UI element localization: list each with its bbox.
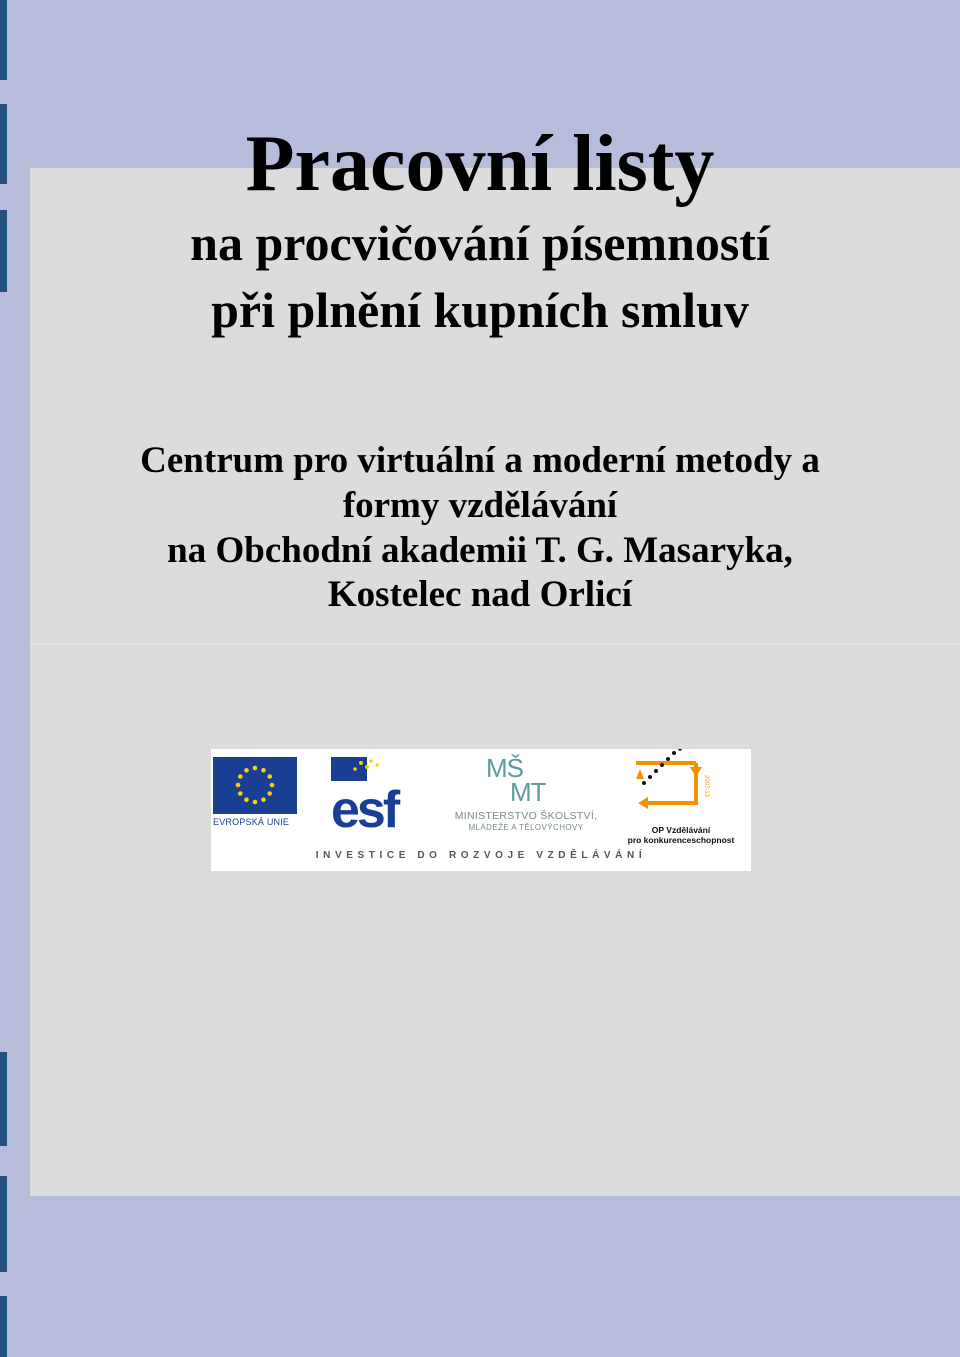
edge-mark: [0, 0, 7, 80]
svg-text:MT: MT: [510, 777, 546, 805]
edge-mark: [0, 1176, 7, 1272]
institution-line-2: formy vzdělávání: [342, 485, 618, 526]
investment-slogan: INVESTICE DO ROZVOJE VZDĚLÁVÁNÍ: [315, 850, 647, 861]
svg-text:MŠ: MŠ: [486, 753, 523, 783]
edge-mark: [0, 1052, 7, 1146]
panel-divider: [30, 644, 960, 645]
esf-logo: [331, 757, 413, 829]
subtitle-line-1: na procvičování písemností: [190, 215, 770, 271]
eu-stars-icon: [213, 757, 297, 814]
op-line-1: OP Vzdělávání: [651, 825, 711, 835]
subtitle-line-2: při plnění kupních smluv: [211, 282, 749, 338]
op-vzdelavani-logo: [626, 749, 716, 821]
msmt-logo: [446, 753, 606, 833]
op-line-2: pro konkurenceschopnost: [627, 835, 735, 845]
msmt-line-1: MINISTERSTVO ŠKOLSTVÍ,: [454, 810, 598, 822]
eu-flag-logo: [213, 757, 297, 814]
svg-text:2007-13: 2007-13: [703, 775, 709, 798]
funding-logo-bar: [211, 749, 751, 871]
document-title: Pracovní listy: [245, 120, 715, 208]
institution-line-4: Kostelec nad Orlicí: [327, 574, 633, 615]
institution-line-1: Centrum pro virtuální a moderní metody a: [140, 440, 820, 481]
institution-line-3: na Obchodní akademii T. G. Masaryka,: [167, 530, 793, 571]
svg-text:esf: esf: [331, 781, 398, 829]
msmt-line-2: MLÁDEŽE A TĚLOVÝCHOVY: [468, 823, 584, 832]
eu-caption: EVROPSKÁ UNIE: [213, 817, 290, 827]
edge-mark: [0, 1296, 7, 1357]
msmt-mark-icon: [486, 753, 566, 805]
